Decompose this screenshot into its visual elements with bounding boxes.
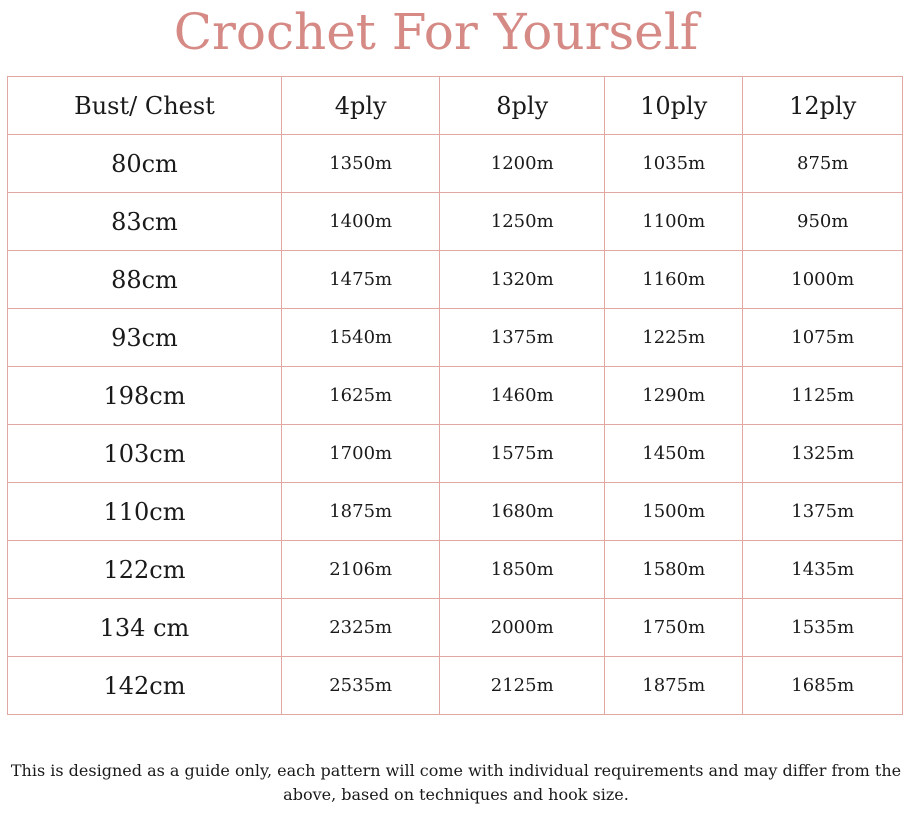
yarn-length-cell: 1685m: [743, 657, 903, 715]
table-row: [8, 251, 903, 309]
table-row: [8, 309, 903, 367]
yarn-length-cell: 2325m: [281, 599, 440, 657]
yarn-length-cell: 1435m: [743, 541, 903, 599]
guide-note: [0, 759, 912, 807]
bust-chest-cell: 103cm: [8, 425, 282, 483]
yarn-length-cell: 1850m: [440, 541, 605, 599]
yarn-length-cell: 1200m: [440, 135, 605, 193]
bust-chest-cell: 134 cm: [8, 599, 282, 657]
yarn-length-cell: 2106m: [281, 541, 440, 599]
yarn-length-cell: 1100m: [604, 193, 742, 251]
yarn-length-cell: 1475m: [281, 251, 440, 309]
header-10ply: 10ply: [604, 77, 742, 135]
yarn-length-cell: 1540m: [281, 309, 440, 367]
yarn-length-cell: 1680m: [440, 483, 605, 541]
yarn-length-cell: 1035m: [604, 135, 742, 193]
yarn-length-cell: 1625m: [281, 367, 440, 425]
yarn-length-cell: 1225m: [604, 309, 742, 367]
header-8ply: 8ply: [440, 77, 605, 135]
yarn-length-cell: 1160m: [604, 251, 742, 309]
table-row: [8, 657, 903, 715]
yarn-length-cell: 1580m: [604, 541, 742, 599]
yarn-length-cell: 1875m: [281, 483, 440, 541]
yarn-length-cell: 1125m: [743, 367, 903, 425]
table-row: [8, 483, 903, 541]
yarn-length-cell: 1450m: [604, 425, 742, 483]
bust-chest-cell: 142cm: [8, 657, 282, 715]
yarn-length-cell: 1000m: [743, 251, 903, 309]
yarn-length-cell: 1375m: [743, 483, 903, 541]
yarn-length-cell: 1075m: [743, 309, 903, 367]
yarn-length-cell: 1400m: [281, 193, 440, 251]
yarn-length-cell: 1575m: [440, 425, 605, 483]
bust-chest-cell: 93cm: [8, 309, 282, 367]
yarn-length-cell: 1290m: [604, 367, 742, 425]
yarn-length-cell: 2000m: [440, 599, 605, 657]
header-4ply: 4ply: [281, 77, 440, 135]
yarn-length-cell: 2535m: [281, 657, 440, 715]
bust-chest-cell: 198cm: [8, 367, 282, 425]
yarn-length-cell: 1320m: [440, 251, 605, 309]
page-title: Crochet For Yourself: [173, 3, 699, 61]
yarn-length-cell: 1875m: [604, 657, 742, 715]
yarn-length-cell: 1460m: [440, 367, 605, 425]
guide-note-line-1: This is designed as a guide only, each pattern will come with individual requirements and may differ from the: [10, 761, 902, 780]
yarn-length-cell: 1250m: [440, 193, 605, 251]
header-12ply: 12ply: [743, 77, 903, 135]
yarn-length-cell: 950m: [743, 193, 903, 251]
table-row: [8, 367, 903, 425]
table-row: [8, 541, 903, 599]
bust-chest-cell: 83cm: [8, 193, 282, 251]
bust-chest-cell: 88cm: [8, 251, 282, 309]
yarn-requirements-table: [7, 76, 903, 715]
yarn-length-cell: 1375m: [440, 309, 605, 367]
table-row: [8, 599, 903, 657]
yarn-length-cell: 1535m: [743, 599, 903, 657]
guide-note-line-2: above, based on techniques and hook size.: [283, 785, 629, 804]
bust-chest-cell: 122cm: [8, 541, 282, 599]
yarn-length-cell: 875m: [743, 135, 903, 193]
yarn-length-cell: 1500m: [604, 483, 742, 541]
yarn-length-cell: 2125m: [440, 657, 605, 715]
yarn-length-cell: 1325m: [743, 425, 903, 483]
yarn-length-cell: 1350m: [281, 135, 440, 193]
table-row: [8, 425, 903, 483]
bust-chest-cell: 80cm: [8, 135, 282, 193]
table-header-row: [8, 77, 903, 135]
yarn-length-cell: 1750m: [604, 599, 742, 657]
yarn-length-cell: 1700m: [281, 425, 440, 483]
table-row: [8, 135, 903, 193]
table-row: [8, 193, 903, 251]
bust-chest-cell: 110cm: [8, 483, 282, 541]
header-bust-chest: Bust/ Chest: [8, 77, 282, 135]
